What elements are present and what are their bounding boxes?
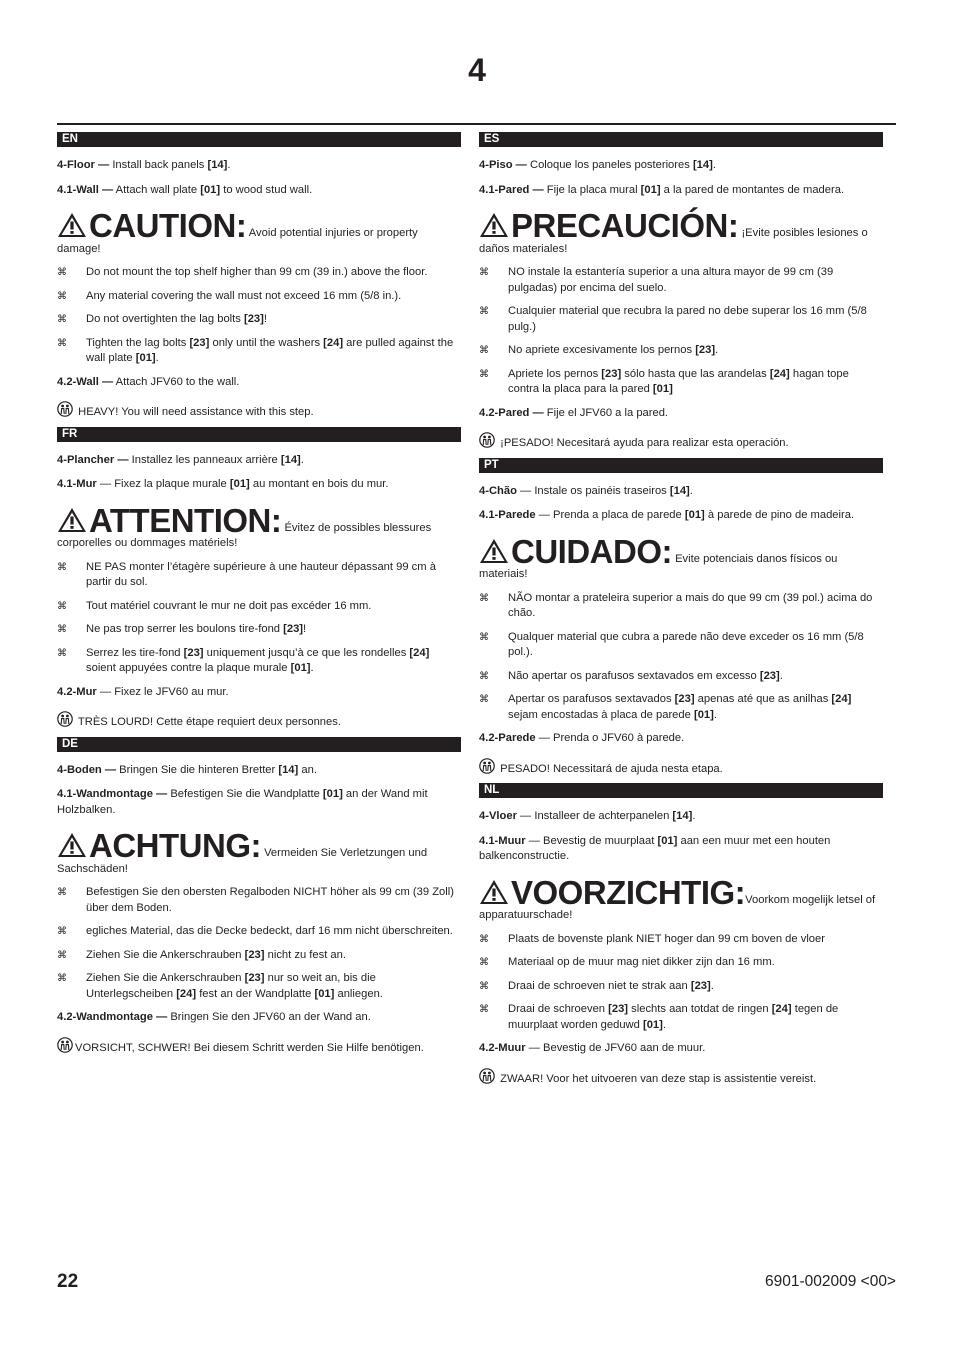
part-ref: [23] xyxy=(243,313,264,325)
part-ref: [24] xyxy=(769,367,790,380)
section-fr xyxy=(57,427,461,731)
list-item xyxy=(57,312,461,328)
list-item xyxy=(57,885,461,916)
list-item xyxy=(479,979,883,995)
list-item xyxy=(57,924,461,940)
caution-list xyxy=(479,932,883,1034)
list-item-text: Draai de schroeven niet te strak aan xyxy=(508,979,691,992)
list-item-text: slechts aan totdat de ringen xyxy=(628,1003,772,1015)
wall2-step xyxy=(57,375,461,391)
caution-block xyxy=(479,873,883,924)
step-text: Fije el JFV60 a la pared. xyxy=(543,406,669,419)
floor-step xyxy=(479,484,883,500)
step-label: 4.1-Muur xyxy=(479,834,526,847)
part-ref: [23] xyxy=(189,336,210,349)
step-text: — Instale os painéis traseiros xyxy=(516,484,670,497)
floor-step xyxy=(479,158,883,174)
language-header xyxy=(57,737,461,752)
caution-list xyxy=(479,591,883,724)
step-text: Attach wall plate xyxy=(113,183,201,196)
list-item-text: uniquement jusqu’à ce que les rondelles xyxy=(203,646,410,659)
part-ref: [14] xyxy=(207,159,228,171)
list-item xyxy=(479,692,883,723)
list-item-text: Cualquier material que recubra la pared no debe superar los 16 mm (5/8 pulg.) xyxy=(508,305,867,333)
language-header xyxy=(57,132,461,147)
part-ref: [01] xyxy=(135,352,156,364)
step-label: 4-Chão xyxy=(479,484,517,497)
language-code: EN xyxy=(62,133,78,145)
caution-block xyxy=(479,532,883,583)
part-ref: [23] xyxy=(695,344,716,356)
step-label: 4.2-Mur xyxy=(57,685,97,698)
x-bullet-icon: ⌘ xyxy=(57,600,67,612)
heavy-notice xyxy=(479,432,883,452)
two-person-lift-icon xyxy=(479,758,495,774)
wall2-step xyxy=(479,731,883,747)
two-person-lift-icon xyxy=(479,432,495,448)
wall2-step xyxy=(57,685,461,701)
part-ref: [14] xyxy=(278,763,299,776)
step-label: 4-Plancher — xyxy=(57,453,129,466)
part-ref: [14] xyxy=(280,453,301,466)
list-item-text: Ziehen Sie die Ankerschrauben xyxy=(86,972,245,984)
part-ref: [23] xyxy=(690,979,711,992)
step-text: à parede de pino de madeira. xyxy=(704,509,855,521)
language-header xyxy=(479,132,883,147)
caution-subtext: Evite potenciais danos físicos ou materiais! xyxy=(479,552,838,580)
part-ref: [01] xyxy=(322,788,343,800)
caution-subtext: Avoid potential injuries or property damage! xyxy=(57,227,418,255)
step-label: 4.2-Pared — xyxy=(479,406,544,419)
part-ref: [23] xyxy=(601,367,622,380)
section-pt xyxy=(479,458,883,778)
list-item-text: . xyxy=(310,662,314,674)
x-bullet-icon: ⌘ xyxy=(57,647,67,659)
x-bullet-icon: ⌘ xyxy=(57,926,67,937)
x-bullet-icon: ⌘ xyxy=(479,980,489,992)
step-text: an der Wand mit Holzbalken. xyxy=(57,788,428,816)
list-item xyxy=(479,343,883,359)
list-item-text: Apertar os parafusos sextavados xyxy=(508,693,675,705)
part-ref: [14] xyxy=(692,159,713,171)
part-ref: [14] xyxy=(669,484,690,497)
left-column xyxy=(57,132,461,1062)
list-item-text: . xyxy=(713,708,717,721)
step-number: 4 xyxy=(468,52,486,88)
warning-triangle-icon xyxy=(57,832,87,858)
list-item xyxy=(57,336,461,367)
part-ref: [01] xyxy=(652,383,673,395)
list-item-text: sólo hasta que las arandelas xyxy=(621,367,770,380)
part-ref: [01] xyxy=(642,1018,663,1031)
step-label: 4.1-Mur xyxy=(57,478,97,490)
top-divider xyxy=(57,123,896,125)
wall-step xyxy=(479,508,883,524)
list-item-text: egliches Material, das die Decke bedeckt, darf 16 mm nicht überschreiten. xyxy=(86,925,453,937)
list-item-text: Plaats de bovenste plank NIET hoger dan 99 cm boven de vloer xyxy=(508,932,825,945)
step-text: — Prenda o JFV60 à parede. xyxy=(535,732,685,744)
caution-block xyxy=(57,827,461,877)
language-code: FR xyxy=(62,427,78,440)
x-bullet-icon: ⌘ xyxy=(57,624,67,635)
language-code: NL xyxy=(484,784,500,796)
list-item xyxy=(57,599,461,615)
list-item-text: NO instale la estantería superior a una altura mayor de 99 cm (39 pulgadas) por encima del suelo. xyxy=(508,266,834,294)
list-item-text: Tighten the lag bolts xyxy=(86,336,190,349)
list-item xyxy=(57,560,461,591)
list-item-text: tegen de muurplaat worden geduwd xyxy=(508,1003,839,1031)
x-bullet-icon: ⌘ xyxy=(479,368,489,380)
caution-heading: ATTENTION: xyxy=(89,501,282,539)
list-item-text: are pulled against the wall plate xyxy=(86,336,454,364)
list-item-text: fest an der Wandplatte xyxy=(196,987,315,1000)
step-text: au montant en bois du mur. xyxy=(249,478,389,490)
two-person-lift-icon xyxy=(57,1037,73,1053)
step-text: . xyxy=(300,453,304,466)
step-text: Coloque los paneles posteriores xyxy=(526,159,693,171)
part-ref: [01] xyxy=(693,708,714,721)
step-label: 4.2-Muur xyxy=(479,1042,526,1054)
part-ref: [24] xyxy=(323,336,344,349)
list-item xyxy=(479,932,883,948)
right-column xyxy=(479,132,883,1093)
step-text: Fije la placa mural xyxy=(543,183,641,196)
heavy-text: HEAVY! You will need assistance with this step. xyxy=(75,406,314,418)
wall2-step xyxy=(57,1010,461,1026)
list-item-text: soient appuyées contre la plaque murale xyxy=(86,662,291,674)
step-text: to wood stud wall. xyxy=(220,183,313,196)
list-item xyxy=(479,367,883,398)
step-label: 4-Piso — xyxy=(479,159,527,171)
list-item-text: apenas até que as anilhas xyxy=(694,693,832,705)
x-bullet-icon: ⌘ xyxy=(57,290,67,302)
floor-step xyxy=(57,158,461,174)
step-text: Install back panels xyxy=(109,159,208,171)
list-item-text: Serrez les tire-fond xyxy=(86,646,184,659)
list-item-text: . xyxy=(710,979,714,992)
section-es xyxy=(479,132,883,452)
step-text: . xyxy=(692,810,696,822)
heavy-text: PESADO! Necessitará de ajuda nesta etapa. xyxy=(497,762,723,775)
x-bullet-icon: ⌘ xyxy=(57,973,67,984)
language-code: DE xyxy=(62,737,78,750)
x-bullet-icon: ⌘ xyxy=(479,631,489,643)
section-nl xyxy=(479,783,883,1087)
x-bullet-icon: ⌘ xyxy=(479,957,489,968)
list-item xyxy=(57,289,461,305)
heavy-notice xyxy=(479,1068,883,1088)
list-item xyxy=(57,622,461,638)
heavy-text: ¡PESADO! Necesitará ayuda para realizar esta operación. xyxy=(497,437,789,449)
part-ref: [23] xyxy=(674,693,695,705)
list-item-text: Befestigen Sie den obersten Regalboden NICHT höher als 99 cm (39 Zoll) über dem Boden. xyxy=(86,886,454,914)
section-de xyxy=(57,737,461,1057)
step-label: 4.1-Wall — xyxy=(57,183,114,196)
wall-step xyxy=(57,183,461,199)
heavy-notice xyxy=(57,711,461,731)
list-item-text: hagan tope contra la placa para la pared xyxy=(508,367,849,395)
list-item-text: Ziehen Sie die Ankerschrauben xyxy=(86,948,245,961)
caution-block xyxy=(57,501,461,552)
list-item-text: Não apertar os parafusos sextavados em excesso xyxy=(508,669,760,682)
wall-step xyxy=(479,183,883,199)
part-ref: [23] xyxy=(183,646,204,659)
language-header xyxy=(479,783,883,798)
step-label: 4-Vloer xyxy=(479,810,517,822)
x-bullet-icon: ⌘ xyxy=(479,306,489,317)
list-item-text: anliegen. xyxy=(334,987,383,1000)
list-item-text: Tout matériel couvrant le mur ne doit pas excéder 16 mm. xyxy=(86,599,372,612)
document-code: 6901-002009 <00> xyxy=(764,1273,896,1290)
x-bullet-icon: ⌘ xyxy=(57,561,67,573)
part-ref: [24] xyxy=(409,646,430,659)
part-ref: [14] xyxy=(672,810,693,822)
heavy-notice xyxy=(57,1037,461,1057)
list-item-text: nicht zu fest an. xyxy=(264,948,346,961)
part-ref: [23] xyxy=(244,972,265,984)
wall2-step xyxy=(479,406,883,422)
page-number: 22 xyxy=(57,1271,79,1292)
step-text: Installez les panneaux arrière xyxy=(128,453,281,466)
caution-list xyxy=(479,265,883,398)
heavy-text: TRÈS LOURD! Cette étape requiert deux personnes. xyxy=(75,716,341,728)
list-item xyxy=(479,304,883,335)
two-person-lift-icon xyxy=(57,401,73,417)
caution-list xyxy=(57,560,461,677)
list-item-text: Ne pas trop serrer les boulons tire-fond xyxy=(86,623,284,635)
warning-triangle-icon xyxy=(479,538,509,564)
list-item-text: Materiaal op de muur mag niet dikker zijn dan 16 mm. xyxy=(508,956,775,968)
x-bullet-icon: ⌘ xyxy=(57,267,67,278)
floor-step xyxy=(57,763,461,779)
step-text: . xyxy=(712,159,716,171)
list-item-text: NÃO montar a prateleira superior a mais do que 99 cm (39 pol.) acima do chão. xyxy=(508,591,873,619)
step-text: aan een muur met een houten balkenconstructie. xyxy=(479,834,831,862)
caution-heading: CUIDADO: xyxy=(511,532,672,570)
step-text: — Fixez la plaque murale xyxy=(96,478,230,490)
caution-subtext: ¡Evite posibles lesiones o daños materiales! xyxy=(479,227,868,255)
section-en xyxy=(57,132,461,421)
x-bullet-icon: ⌘ xyxy=(57,887,67,898)
step-label: 4.2-Wandmontage — xyxy=(57,1011,168,1023)
step-text: — Prenda a placa de parede xyxy=(535,509,685,521)
step-label: 4.2-Wall — xyxy=(57,375,114,388)
step-text: Bringen Sie den JFV60 an der Wand an. xyxy=(167,1011,371,1023)
language-code: ES xyxy=(484,133,500,145)
x-bullet-icon: ⌘ xyxy=(57,314,67,325)
part-ref: [01] xyxy=(684,509,705,521)
list-item-text: . xyxy=(662,1018,666,1031)
part-ref: [01] xyxy=(657,834,678,847)
heavy-text: ZWAAR! Voor het uitvoeren van deze stap is assistentie vereist. xyxy=(497,1072,817,1085)
step-text: Attach JFV60 to the wall. xyxy=(113,375,240,388)
list-item-text: only until the washers xyxy=(209,336,324,349)
list-item xyxy=(479,669,883,685)
x-bullet-icon: ⌘ xyxy=(479,670,489,682)
step-text: — Installeer de achterpanelen xyxy=(516,810,673,822)
language-header xyxy=(57,427,461,442)
list-item xyxy=(57,646,461,677)
step-label: 4.1-Parede xyxy=(479,509,536,521)
list-item-text: Apriete los pernos xyxy=(508,367,602,380)
x-bullet-icon: ⌘ xyxy=(479,933,489,945)
step-text: — Bevestig de JFV60 aan de muur. xyxy=(525,1042,706,1054)
step-text: — Fixez le JFV60 au mur. xyxy=(96,685,229,698)
part-ref: [01] xyxy=(314,987,335,1000)
x-bullet-icon: ⌘ xyxy=(479,345,489,356)
list-item-text: Draai de schroeven xyxy=(508,1003,609,1015)
wall2-step xyxy=(479,1041,883,1057)
wall-step xyxy=(57,477,461,493)
caution-block xyxy=(479,207,883,257)
step-text: Bringen Sie die hinteren Bretter xyxy=(116,763,279,776)
list-item xyxy=(479,265,883,296)
caution-heading: CAUTION: xyxy=(89,207,247,244)
list-item xyxy=(57,265,461,281)
list-item xyxy=(479,591,883,622)
list-item-text: NE PAS monter l’étagère supérieure à une hauteur dépassant 99 cm à partir du sol. xyxy=(86,560,436,588)
part-ref: [23] xyxy=(608,1003,629,1015)
list-item-text: Qualquer material que cubra a parede não deve exceder os 16 mm (5/8 pol.). xyxy=(508,630,864,658)
list-item-text: Do not mount the top shelf higher than 99 cm (39 in.) above the floor. xyxy=(86,266,428,278)
step-text: . xyxy=(689,484,693,497)
list-item-text: No apriete excesivamente los pernos xyxy=(508,344,696,356)
step-text: an. xyxy=(298,763,317,776)
part-ref: [01] xyxy=(640,183,661,196)
caution-list xyxy=(57,885,461,1002)
caution-subtext: Voorkom mogelijk letsel of apparatuurschade! xyxy=(479,893,876,921)
x-bullet-icon: ⌘ xyxy=(479,1004,489,1015)
list-item xyxy=(57,971,461,1002)
x-bullet-icon: ⌘ xyxy=(479,267,489,278)
caution-heading: ACHTUNG: xyxy=(89,827,261,864)
x-bullet-icon: ⌘ xyxy=(57,337,67,349)
part-ref: [23] xyxy=(283,623,304,635)
caution-heading: VOORZICHTIG: xyxy=(511,873,746,911)
caution-subtext: Vermeiden Sie Verletzungen und Sachschäden! xyxy=(57,847,428,875)
part-ref: [23] xyxy=(759,669,780,682)
language-header xyxy=(479,458,883,473)
list-item-text: ! xyxy=(263,313,267,325)
caution-heading: PRECAUCIÓN: xyxy=(511,207,739,244)
step-label: 4.2-Parede xyxy=(479,732,536,744)
step-text: — Bevestig de muurplaat xyxy=(525,834,658,847)
step-label: 4-Floor — xyxy=(57,159,110,171)
wall-step xyxy=(479,834,883,865)
list-item xyxy=(479,1002,883,1033)
list-item-text: Do not overtighten the lag bolts xyxy=(86,313,244,325)
part-ref: [24] xyxy=(771,1003,792,1015)
part-ref: [01] xyxy=(290,662,311,674)
part-ref: [23] xyxy=(244,948,265,961)
step-text: Befestigen Sie die Wandplatte xyxy=(167,788,323,800)
list-item-text: . xyxy=(715,344,719,356)
warning-triangle-icon xyxy=(479,212,509,238)
list-item xyxy=(479,955,883,971)
two-person-lift-icon xyxy=(479,1068,495,1084)
caution-subtext: Évitez de possibles blessures corporelles ou dommages matériels! xyxy=(57,521,432,549)
caution-block xyxy=(57,207,461,257)
part-ref: [24] xyxy=(176,987,197,1000)
x-bullet-icon: ⌘ xyxy=(479,694,489,705)
list-item-text: . xyxy=(155,352,159,364)
warning-triangle-icon xyxy=(57,212,87,238)
step-label: 4.1-Pared — xyxy=(479,183,544,196)
two-person-lift-icon xyxy=(57,711,73,727)
step-label: 4-Boden — xyxy=(57,763,117,776)
part-ref: [01] xyxy=(200,183,221,196)
step-text: . xyxy=(227,159,231,171)
wall-step xyxy=(57,787,461,818)
heavy-notice xyxy=(57,401,461,421)
list-item-text: nur so weit an, bis die Unterlegscheiben xyxy=(86,972,376,1000)
list-item xyxy=(57,948,461,964)
floor-step xyxy=(57,453,461,469)
floor-step xyxy=(479,809,883,825)
x-bullet-icon: ⌘ xyxy=(57,949,67,961)
part-ref: [01] xyxy=(229,478,250,490)
heavy-text: VORSICHT, SCHWER! Bei diesem Schritt werden Sie Hilfe benötigen. xyxy=(75,1041,424,1054)
step-label: 4.1-Wandmontage — xyxy=(57,788,168,800)
heavy-notice xyxy=(479,758,883,778)
list-item-text: . xyxy=(779,669,783,682)
caution-list xyxy=(57,265,461,367)
list-item-text: sejam encostadas à placa de parede xyxy=(508,708,694,721)
part-ref: [24] xyxy=(831,693,852,705)
warning-triangle-icon xyxy=(479,879,509,905)
step-text: a la pared de montantes de madera. xyxy=(660,183,845,196)
list-item xyxy=(479,630,883,661)
x-bullet-icon: ⌘ xyxy=(479,592,489,604)
list-item-text: ! xyxy=(303,623,307,635)
language-code: PT xyxy=(484,458,499,471)
list-item-text: Any material covering the wall must not exceed 16 mm (5/8 in.). xyxy=(86,289,402,302)
warning-triangle-icon xyxy=(57,507,87,533)
